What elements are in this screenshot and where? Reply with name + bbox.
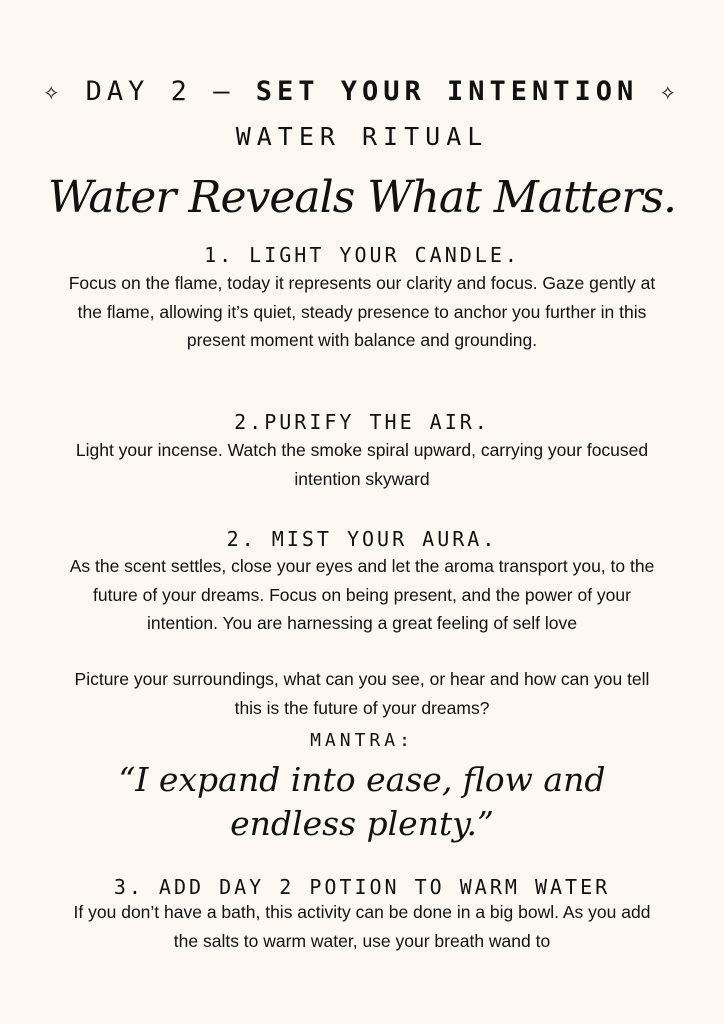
mantra-line-1: “I expand into ease, flow and [118, 760, 606, 799]
step-4-text: If you don’t have a bath, this activity can be done in a big bowl. As you add the salts to warm water, use your breath wand to [73, 902, 651, 951]
tagline: Water Reveals What Matters. [47, 172, 677, 223]
step-1-heading: 1. LIGHT YOUR CANDLE. [204, 243, 520, 267]
mantra-line-2: endless plenty.” [230, 804, 494, 843]
sparkle-right-icon: ✧ [659, 76, 681, 107]
mantra-label: MANTRA: [310, 730, 414, 751]
step-4-heading: 3. ADD DAY 2 POTION TO WARM WATER [113, 875, 611, 899]
mantra-text [0, 758, 724, 846]
page-title [0, 76, 724, 107]
day-label: DAY 2 – [85, 76, 235, 107]
step-2-text: Light your incense. Watch the smoke spiral upward, carrying your focused intention skyward [75, 440, 649, 489]
step-3-text: As the scent settles, close your eyes and let the aroma transport you, to the future of your dreams. Focus on being present, and the power of your intention. You are harnessing a great feeling of self love [69, 556, 655, 633]
step-1-text: Focus on the flame, today it represents our clarity and focus. Gaze gently at the flame, allowing it’s quiet, steady presence to anchor you further in this present moment with balance and grounding. [68, 273, 656, 350]
step-3-text-2: Picture your surroundings, what can you see, or hear and how can you tell this is the future of your dreams? [74, 669, 650, 718]
step-2-heading: 2.PURIFY THE AIR. [234, 410, 490, 434]
page-subtitle: WATER RITUAL [235, 122, 489, 151]
sparkle-left-icon: ✧ [43, 76, 65, 107]
title-text: SET YOUR INTENTION [255, 76, 639, 107]
step-3-heading: 2. MIST YOUR AURA. [226, 527, 498, 551]
